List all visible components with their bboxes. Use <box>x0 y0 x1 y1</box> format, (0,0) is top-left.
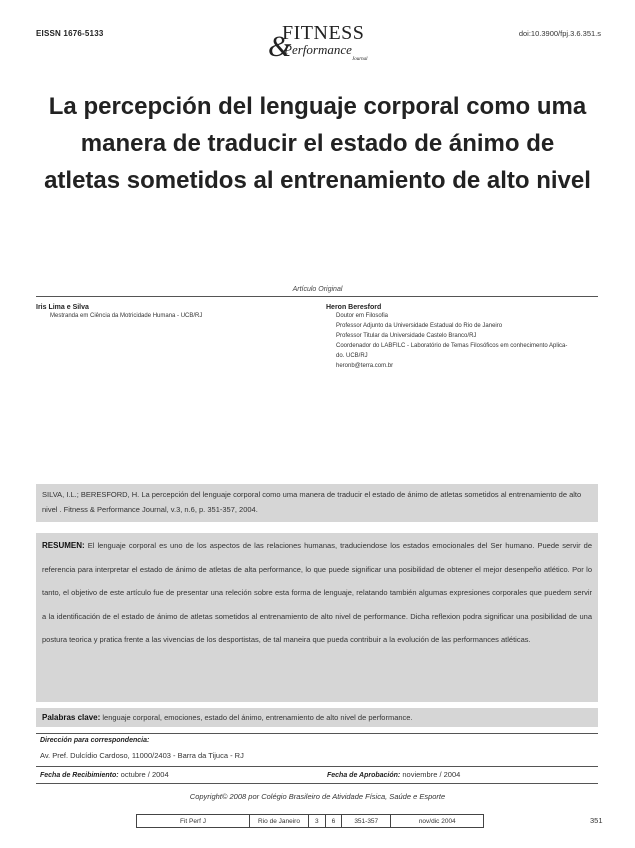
author-name: Heron Beresford <box>326 304 382 311</box>
author-affiliation: Professor Titular da Universidade Castelo Branco/RJ <box>336 333 477 339</box>
footer-volume: 3 <box>309 815 326 828</box>
correspondence-address: Av. Pref. Dulcídio Cardoso, 11000/2403 - Barra da Tijuca - RJ <box>40 751 244 760</box>
approved-label: Fecha de Aprobación: <box>327 772 401 779</box>
abstract-box <box>36 533 598 702</box>
doi: doi:10.3900/fpj.3.6.351.s <box>518 29 601 38</box>
footer-journal: Fit Perf J <box>137 815 250 828</box>
divider <box>36 766 598 767</box>
keywords-label: Palabras clave: <box>42 713 101 722</box>
footer-issue: 6 <box>325 815 342 828</box>
journal-logo <box>266 22 376 66</box>
divider <box>36 783 598 784</box>
received-label: Fecha de Recibimiento: <box>40 772 119 779</box>
copyright: Copyright© 2008 por Colégio Brasileiro de Atividade Física, Saúde e Esporte <box>189 792 446 801</box>
author-email: heronb@terra.com.br <box>336 363 394 369</box>
eissn: EISSN 1676-5133 <box>36 29 104 38</box>
correspondence-label: Dirección para correspondencia: <box>40 737 150 744</box>
author-affiliation: Professor Adjunto da Universidade Estadual do Rio de Janeiro <box>336 323 503 329</box>
author-1 <box>36 304 296 321</box>
footer-pages: 351-357 <box>342 815 391 828</box>
footer-date: nov/dic 2004 <box>391 815 484 828</box>
author-affiliation: Coordenador do LABFILC - Laboratório de Temas Filosóficos em conhecimento Aplica- <box>336 343 568 349</box>
footer-city: Rio de Janeiro <box>250 815 309 828</box>
divider <box>36 296 598 297</box>
logo-performance: Performance <box>284 42 352 57</box>
article-type: Artículo Original <box>292 286 343 293</box>
author-affiliation: do. UCB/RJ <box>336 353 368 359</box>
footer-table <box>136 814 484 828</box>
logo-journal: Journal <box>352 57 368 62</box>
author-affiliation: Mestranda em Ciência da Motricidade Humana - UCB/RJ <box>50 313 203 319</box>
keywords-box <box>36 708 598 727</box>
author-affiliation: Doutor em Filosofia <box>336 313 389 319</box>
abstract-text: El lenguaje corporal es uno de los aspectos de las relaciones humanas, traduciendose los estados emocionales del Ser humano. Puede servir de referencia para interpretar el estado de ánimo de atletas de alta performance, lo que puede significar una posibilidad de obtener el mejor desenpeño atlético. Por lo tanto, el objetivo de este artículo fue de presentar una releción sobre esta forma de lenguaje, relatando también algumas expresiones corporales que puedem servir a la identificación de el estado de ánimo de atletas sometidos al entrenamiento de alto nivel de performance. Dicha reflexion podra significar una posibilidad de una postura teorica y pratica frente a las vivencias de los desportistas, de tal maneira que pueda contribuir a la evolución de las performances atléticas. <box>42 541 592 645</box>
keywords-text: lenguaje corporal, emociones, estado del ánimo, entrenamiento de alto nivel de performance. <box>102 713 413 722</box>
approved-value: noviembre / 2004 <box>402 770 461 779</box>
logo-fitness: FITNESS <box>282 22 365 44</box>
logo-ampersand: & <box>268 30 292 63</box>
article-title: La percepción del lenguaje corporal como uma manera de traducir el estado de ánimo de atletas sometidos al entrenamiento de alto nivel <box>44 93 591 194</box>
author-2 <box>326 304 606 371</box>
page-number: 351 <box>590 816 603 825</box>
received-date <box>40 770 169 779</box>
author-name: Iris Lima e Silva <box>36 304 89 311</box>
citation-box: SILVA, I.L.; BERESFORD, H. La percepción del lenguaje corporal como uma manera de traducir el estado de ánimo de atletas sometidos al entrenamiento de alto nivel . Fitness & Performance Journal, v.3, n.6, p. 351-357, 2004. <box>36 484 598 522</box>
received-value: octubre / 2004 <box>120 770 169 779</box>
approved-date <box>327 770 460 779</box>
abstract-label: RESUMEN: <box>42 541 85 550</box>
divider <box>36 733 598 734</box>
